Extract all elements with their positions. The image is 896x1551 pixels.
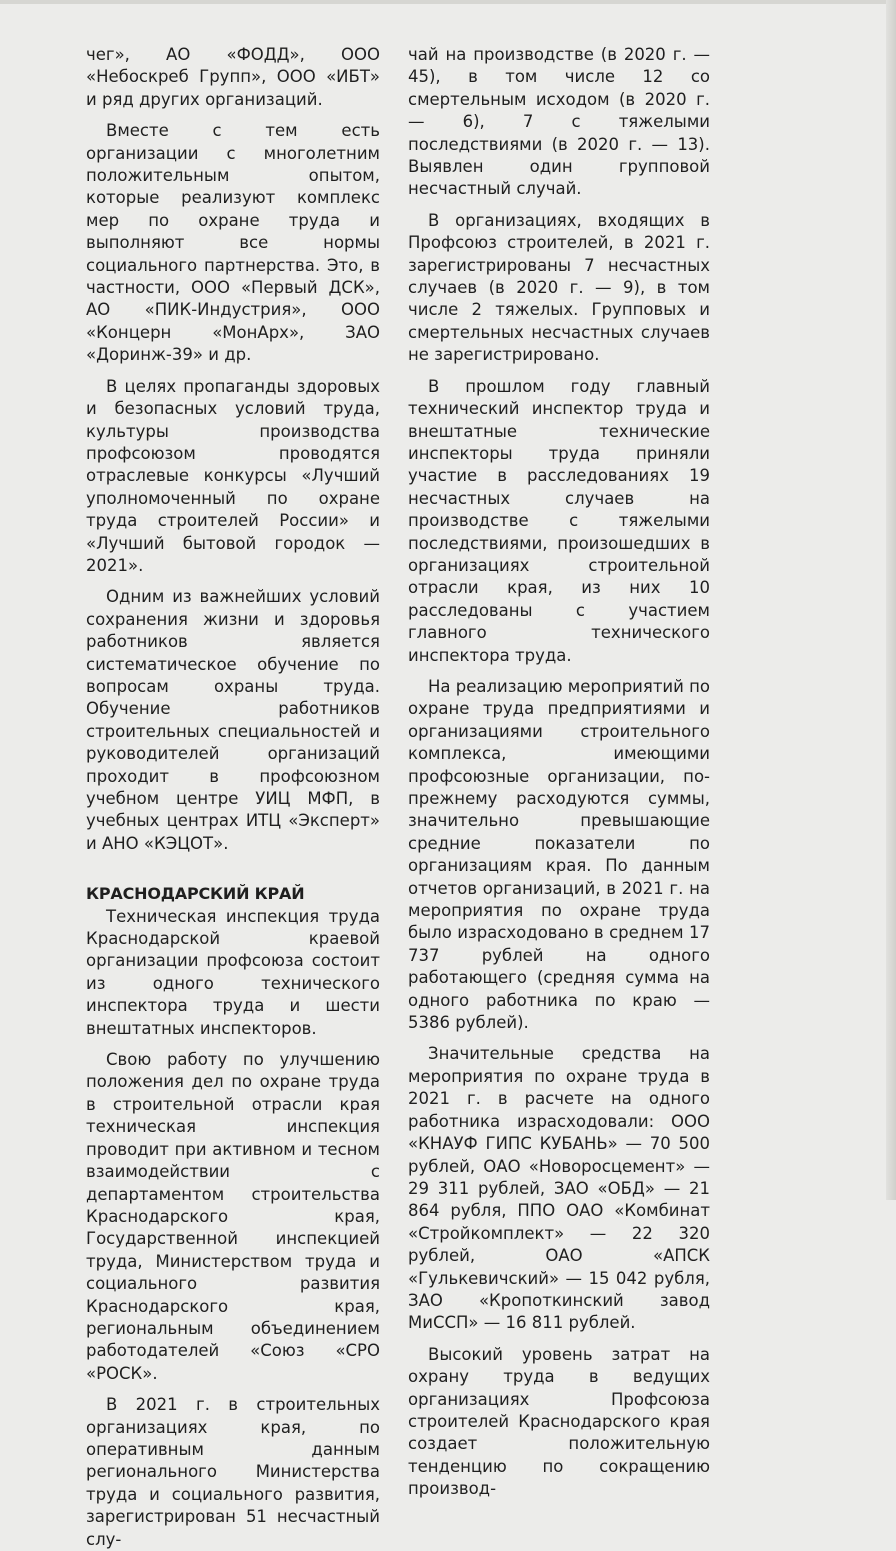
paragraph: В 2021 г. в строительных организациях края, по оперативным данным регионального Министерства труда и социального развития, зарегистрирован 51 несчастный слу- [86, 1395, 380, 1549]
right-column [408, 44, 710, 1501]
paragraph: На реализацию мероприятий по охране труда предприятиями и организациями строительного комплекса, имеющими профсоюзные организации, по-прежнему расходуются суммы, значительно превышающие средние показатели по организациям края. По данным отчетов организаций, в 2021 г. на мероприятия по охране труда было израсходовано в среднем 17 737 рублей на одного работающего (средняя сумма на одного работника по краю — 5386 рублей). [408, 676, 711, 1033]
paragraph: Высокий уровень затрат на охрану труда в ведущих организациях Профсоюза строителей Краснодарского края создает положительную тенденцию по сокращению производ- [408, 1344, 710, 1499]
section-heading: КРАСНОДАРСКИЙ КРАЙ [86, 884, 305, 904]
paragraph: Техническая инспекция труда Краснодарской краевой организации профсоюза состоит из одного технического инспектора труда и шести внештатных инспекторов. [86, 906, 380, 1038]
paragraph: чег», АО «ФОДД», ООО «Небоскреб Групп», ООО «ИБТ» и ряд других организаций. [86, 45, 380, 109]
page-top-edge [0, 0, 896, 4]
paragraph: В организациях, входящих в Профсоюз строителей, в 2021 г. зарегистрированы 7 несчастных случаев (в 2020 г. — 9), в том числе 2 тяжелых. Групповых и смертельных несчастных случаев не зарегистрировано. [408, 210, 710, 365]
paragraph: Одним из важнейших условий сохранения жизни и здоровья работников является систематическое обучение по вопросам охраны труда. Обучение работников строительных специальностей и руководителей организаций проходит в профсоюзном учебном центре УИЦ МФП, в учебных центрах ИТЦ «Эксперт» и АНО «КЭЦОТ». [86, 587, 380, 853]
page-right-edge [886, 0, 896, 1200]
left-column [86, 44, 380, 1551]
paragraph: Свою работу по улучшению положения дел по охране труда в строительной отрасли края техническая инспекция проводит при активном и тесном взаимодействии с департаментом строительства Краснодарского края, Государственной инспекцией труда, Министерством труда и социального развития Краснодарского края, региональным объединением работодателей «Союз «СРО «РОСК». [86, 1050, 380, 1383]
paragraph: В целях пропаганды здоровых и безопасных условий труда, культуры производства профсоюзом проводятся отраслевые конкурсы «Лучший уполномоченный по охране труда строителей России» и «Лучший бытовой городок — 2021». [86, 376, 380, 575]
paragraph: Вместе с тем есть организации с многолетним положительным опытом, которые реализуют комплекс мер по охране труда и выполняют все нормы социального партнерства. Это, в частности, ООО «Первый ДСК», АО «ПИК-Индустрия», ООО «Концерн «МонАрх», ЗАО «Доринж-39» и др. [86, 121, 380, 365]
paragraph: чай на производстве (в 2020 г. — 45), в том числе 12 со смертельным исходом (в 2020 г. — 6), 7 с тяжелыми последствиями (в 2020 г. — 13). Выявлен один групповой несчастный случай. [408, 45, 710, 199]
paragraph: Значительные средства на мероприятия по охране труда в 2021 г. в расчете на одного работника израсходовали: ООО «КНАУФ ГИПС КУБАНЬ» — 70 500 рублей, ОАО «Новоросцемент» — 29 311 рублей, ЗАО «ОБД» — 21 864 рубля, ППО ОАО «Комбинат «Стройкомплект» — 22 320 рублей, ОАО «АПСК «Гулькевичский» — 15 042 рубля, ЗАО «Кропоткинский завод МиССП» — 16 811 рублей. [408, 1044, 710, 1333]
paragraph: В прошлом году главный технический инспектор труда и внештатные технические инспекторы труда приняли участие в расследованиях 19 несчастных случаев на производстве с тяжелыми последствиями, произошедших в организациях строительной отрасли края, из них 10 расследованы с участием главного технического инспектора труда. [408, 376, 710, 665]
